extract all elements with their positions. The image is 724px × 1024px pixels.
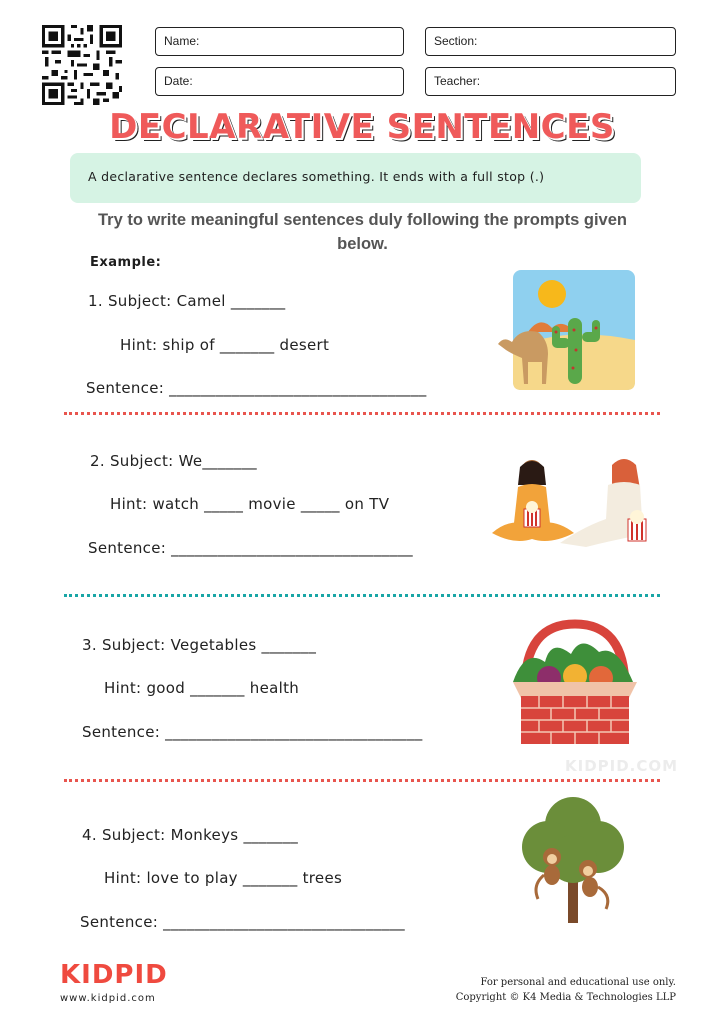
exercise-1-sentence[interactable]: Sentence: _________________________________ <box>86 379 427 397</box>
watermark: KIDPID.COM <box>565 757 679 775</box>
exercise-4-subject: 4. Subject: Monkeys _______ <box>82 826 299 844</box>
teacher-label: Teacher: <box>434 74 481 88</box>
example-label: Example: <box>90 255 162 270</box>
exercise-1-hint: Hint: ship of _______ desert <box>120 336 330 354</box>
logo-url: www.kidpid.com <box>60 993 156 1004</box>
page-title: DECLARATIVE SENTENCES <box>109 107 615 147</box>
exercise-3-sentence[interactable]: Sentence: _________________________________ <box>82 723 423 741</box>
exercise-2-sentence[interactable]: Sentence: _______________________________ <box>88 539 413 557</box>
exercise-2-hint: Hint: watch _____ movie _____ on TV <box>110 495 390 513</box>
instruction-text: Try to write meaningful sentences duly following the prompts given below. <box>98 211 627 253</box>
name-label: Name: <box>164 34 200 48</box>
section-field[interactable] <box>425 27 676 56</box>
separator <box>64 412 660 415</box>
exercise-1-subject: 1. Subject: Camel _______ <box>88 292 286 310</box>
footer-copyright: Copyright © K4 Media & Technologies LLP <box>455 992 676 1003</box>
separator <box>64 594 660 597</box>
date-label: Date: <box>164 74 193 88</box>
logo-text: KIDPID <box>60 960 168 990</box>
teacher-field[interactable] <box>425 67 676 96</box>
definition-box <box>70 153 641 203</box>
monkeys-tree-illustration <box>518 795 628 925</box>
exercise-4-sentence[interactable]: Sentence: _______________________________ <box>80 913 405 931</box>
definition-text: A declarative sentence declares something. It ends with a full stop (.) <box>88 169 545 184</box>
qr-code-icon <box>42 25 122 105</box>
camel-desert-illustration <box>490 270 636 392</box>
kidpid-logo <box>60 960 168 990</box>
friends-watching-movie-illustration <box>490 455 655 550</box>
section-label: Section: <box>434 34 478 48</box>
separator <box>64 779 660 782</box>
name-field[interactable] <box>155 27 404 56</box>
exercise-4-hint: Hint: love to play _______ trees <box>104 869 343 887</box>
date-field[interactable] <box>155 67 404 96</box>
footer <box>456 975 676 1005</box>
exercise-3-subject: 3. Subject: Vegetables _______ <box>82 636 317 654</box>
exercise-3-hint: Hint: good _______ health <box>104 679 300 697</box>
exercise-2-subject: 2. Subject: We_______ <box>90 452 257 470</box>
footer-usage-note: For personal and educational use only. <box>480 977 676 988</box>
vegetable-basket-illustration <box>505 618 645 748</box>
